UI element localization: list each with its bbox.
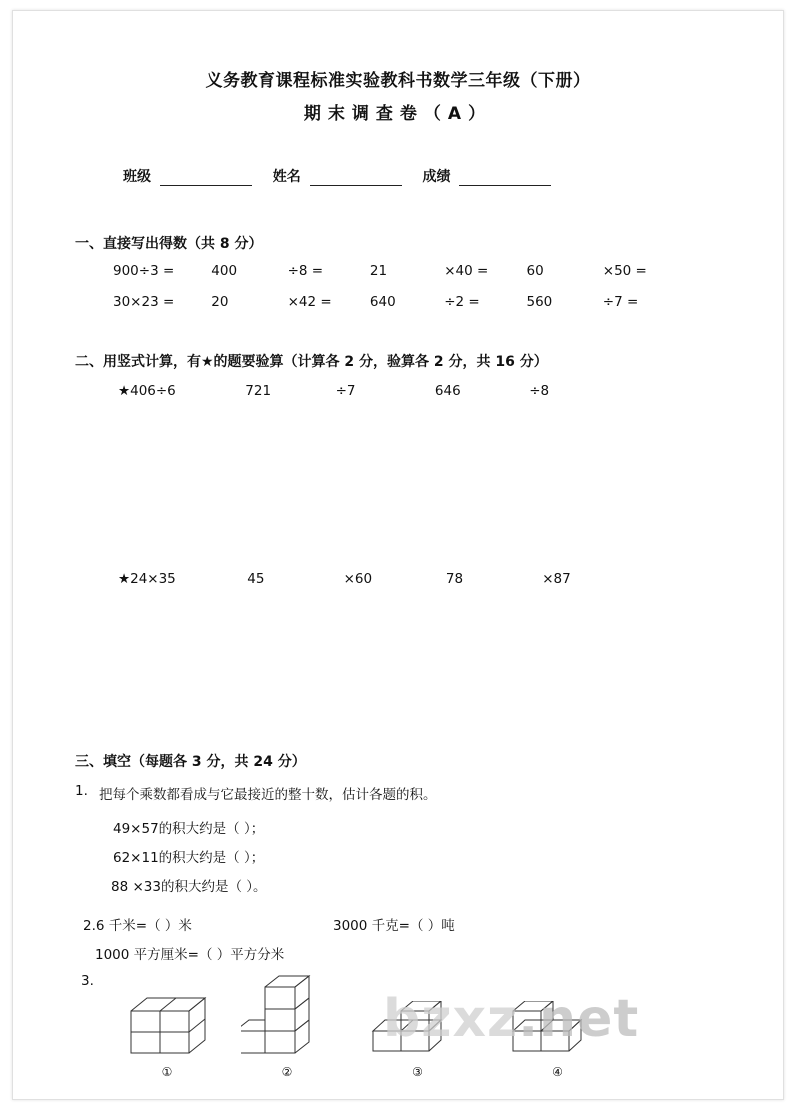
class-blank[interactable] (160, 172, 252, 186)
section3-q3-figures (13, 971, 783, 1091)
s2-r2-c3: ×60 (343, 571, 373, 587)
s2-r2-c4: 78 (445, 571, 464, 587)
section3-q2-line2: 1000 平方厘米=（ ）平方分米 (95, 947, 285, 963)
s1-r2-c1: 30×23 = (113, 294, 175, 310)
s1-r2-c5: ÷2 = (444, 294, 480, 310)
section3-heading: 三、填空（每题各 3 分，共 24 分） (75, 754, 306, 770)
figure-4-caption: ④ (552, 1065, 563, 1079)
watermark-text: bzxz (383, 989, 519, 1049)
student-info-row (123, 166, 683, 186)
section2-row-2 (118, 571, 571, 587)
s2-r1-c2: 721 (245, 383, 272, 399)
s1-r2-c4: 640 (369, 294, 396, 310)
s2-r2-c2: 45 (247, 571, 265, 587)
s2-r1-c3: ÷7 (335, 383, 356, 399)
section2-row-1 (118, 383, 549, 399)
s1-r1-c4: 21 (369, 263, 388, 279)
name-field (273, 166, 402, 186)
figure-3-caption: ③ (412, 1065, 423, 1079)
score-blank[interactable] (459, 172, 551, 186)
s1-r1-c3: ÷8 = (287, 263, 324, 279)
class-label: 班级 (123, 169, 151, 185)
figure-2-caption: ② (281, 1065, 293, 1079)
section3-q1-line-1: 49×57的积大约是（ ）； (113, 821, 265, 837)
name-label: 姓名 (272, 169, 301, 185)
figure-1-caption: ① (161, 1065, 173, 1079)
s1-r1-c7: ×50 = (602, 263, 647, 279)
section3-q1-line-2: 62×11的积大约是（ ）； (113, 850, 265, 866)
paper-sheet (12, 10, 784, 1100)
s1-r1-c5: ×40 = (444, 263, 489, 279)
cube-figure-1-icon (121, 993, 213, 1059)
s1-r2-c2: 20 (211, 294, 229, 310)
section1-heading: 一、直接写出得数（共 8 分） (75, 236, 263, 252)
watermark-suffix: .net (518, 989, 640, 1049)
section2-heading: 二、用竖式计算，有★的题要验算（计算各 2 分，验算各 2 分，共 16 分） (75, 354, 548, 370)
cube-figure-3-icon (365, 1001, 470, 1059)
class-field (123, 166, 252, 186)
section3-q1-line-3: 88 ×33的积大约是（ ）。 (111, 879, 267, 895)
figure-2 (241, 971, 333, 1079)
section3-q2-line1-b: 3000 千克=（ ）吨 (333, 918, 455, 934)
section1-row-2 (113, 294, 638, 310)
document-title-line1: 义务教育课程标准实验教科书数学三年级（下册） (205, 71, 591, 91)
s1-r1-c6: 60 (526, 263, 544, 279)
s2-r1-c4: 646 (434, 383, 461, 399)
score-label: 成绩 (422, 169, 451, 185)
s1-r2-c6: 560 (526, 294, 553, 310)
section3-q2-line1-a: 2.6 千米=（ ）米 (83, 918, 192, 934)
document-title-line2: 期末调查卷（A） (303, 104, 493, 124)
name-blank[interactable] (310, 172, 402, 186)
s2-r1-c1: ★406÷6 (118, 383, 176, 399)
section3-q1-number: 1. (75, 783, 88, 799)
cube-figure-4-icon (505, 1001, 610, 1059)
paper-content (13, 11, 783, 1099)
s2-r2-c1: ★24×35 (118, 571, 176, 587)
s1-r2-c7: ÷7 = (602, 294, 639, 310)
figure-1 (121, 993, 213, 1079)
section3-q3-number: 3. (81, 973, 94, 989)
s2-r1-c5: ÷8 (529, 383, 550, 399)
cube-figure-2-icon (241, 971, 333, 1059)
s1-r1-c2: 400 (211, 263, 238, 279)
figure-3 (365, 1001, 470, 1079)
section3-q1-stem: 把每个乘数都看成与它最接近的整十数，估计各题的积。 (99, 787, 437, 803)
section1-row-1 (113, 263, 647, 279)
s1-r1-c1: 900÷3 = (113, 263, 175, 279)
figure-4 (505, 1001, 610, 1079)
score-field (423, 166, 552, 186)
s1-r2-c3: ×42 = (287, 294, 332, 310)
s2-r2-c5: ×87 (542, 571, 571, 587)
